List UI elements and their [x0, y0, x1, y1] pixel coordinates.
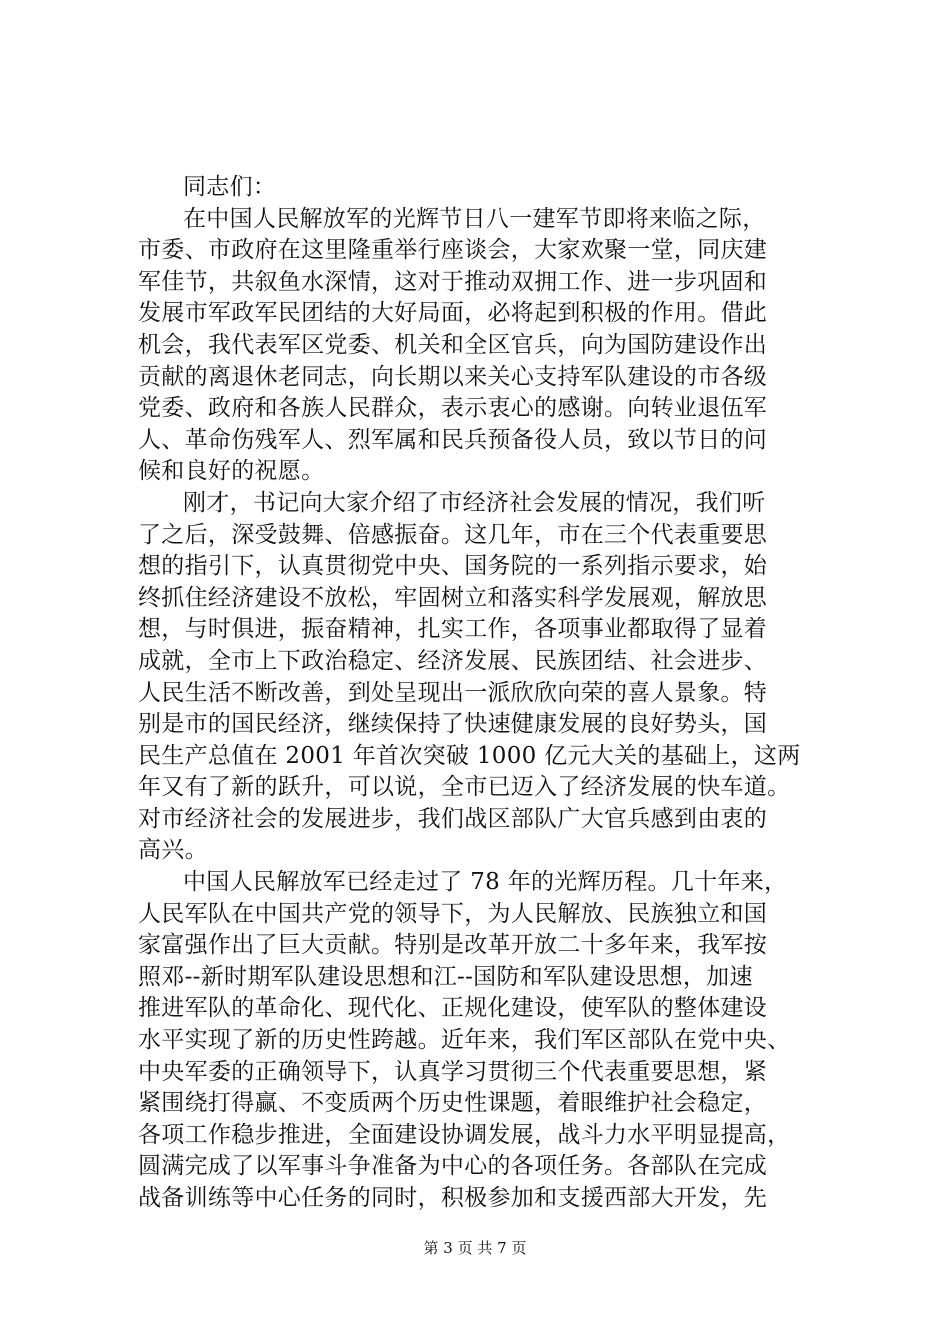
text-line: 别是市的国民经济，继续保持了快速健康发展的良好势头，国: [138, 711, 768, 738]
text-line: 军佳节，共叙鱼水深情，这对于推动双拥工作、进一步巩固和: [138, 268, 768, 295]
text-line: 刚才，书记向大家介绍了市经济社会发展的情况，我们听: [183, 489, 766, 516]
text-line: 推进军队的革命化、现代化、正规化建设，使军队的整体建设: [138, 995, 768, 1022]
text-line: 照邓--新时期军队建设思想和江--国防和军队建设思想，加速: [138, 963, 753, 990]
text-line: 在中国人民解放军的光辉节日八一建军节即将来临之际，: [183, 205, 766, 232]
salutation-line: 同志们：: [183, 174, 277, 200]
text-line: 机会，我代表军区党委、机关和全区官兵，向为国防建设作出: [138, 331, 768, 358]
text-line: 民生产总值在 2001 年首次突破 1000 亿元大关的基础上，这两: [138, 742, 801, 769]
text-line: 人民军队在中国共产党的领导下，为人民解放、民族独立和国: [138, 900, 768, 927]
text-line: 高兴。: [138, 837, 208, 864]
text-line: 人、革命伤残军人、烈军属和民兵预备役人员，致以节日的问: [138, 426, 768, 453]
text-line: 党委、政府和各族人民群众，表示衷心的感谢。向转业退伍军: [138, 395, 768, 422]
text-line: 中国人民解放军已经走过了 78 年的光辉历程。几十年来，: [183, 869, 788, 896]
text-line: 对市经济社会的发展进步，我们战区部队广大官兵感到由衷的: [138, 805, 768, 832]
speech-body: [138, 172, 828, 1215]
text-line: 成就，全市上下政治稳定、经济发展、民族团结、社会进步、: [138, 647, 768, 674]
text-line: 想，与时俱进，振奋精神，扎实工作，各项事业都取得了显着: [138, 616, 768, 643]
text-line: 贡献的离退休老同志，向长期以来关心支持军队建设的市各级: [138, 363, 768, 390]
text-line: 战备训练等中心任务的同时，积极参加和支援西部大开发，先: [138, 1185, 768, 1211]
page-total: 共 7 页: [477, 1239, 527, 1257]
text-line: 终抓住经济建设不放松，牢固树立和落实科学发展观，解放思: [138, 584, 768, 611]
text-line: 各项工作稳步推进，全面建设协调发展，战斗力水平明显提高，: [138, 1121, 791, 1148]
text-line: 年又有了新的跃升，可以说，全市已迈入了经济发展的快车道。: [138, 774, 791, 801]
text-line: 人民生活不断改善，到处呈现出一派欣欣向荣的喜人景象。特: [138, 679, 768, 706]
text-line: 水平实现了新的历史性跨越。近年来，我们军区部队在党中央、: [138, 1027, 791, 1054]
text-line: 了之后，深受鼓舞、倍感振奋。这几年，市在三个代表重要思: [138, 521, 768, 548]
text-line: 圆满完成了以军事斗争准备为中心的各项任务。各部队在完成: [138, 1153, 768, 1180]
text-line: 候和良好的祝愿。: [138, 458, 325, 485]
text-line: 中央军委的正确领导下，认真学习贯彻三个代表重要思想，紧: [138, 1058, 768, 1085]
page-footer: [0, 1238, 950, 1258]
text-line: 市委、市政府在这里隆重举行座谈会，大家欢聚一堂，同庆建: [138, 237, 768, 264]
text-line: 紧围绕打得赢、不变质两个历史性课题，着眼维护社会稳定，: [138, 1090, 768, 1117]
page-number: 第 3 页: [423, 1239, 473, 1257]
text-line: 家富强作出了巨大贡献。特别是改革开放二十多年来，我军按: [138, 932, 768, 959]
text-line: 想的指引下，认真贯彻党中央、国务院的一系列指示要求，始: [138, 553, 768, 580]
text-line: 发展市军政军民团结的大好局面，必将起到积极的作用。借此: [138, 300, 768, 327]
